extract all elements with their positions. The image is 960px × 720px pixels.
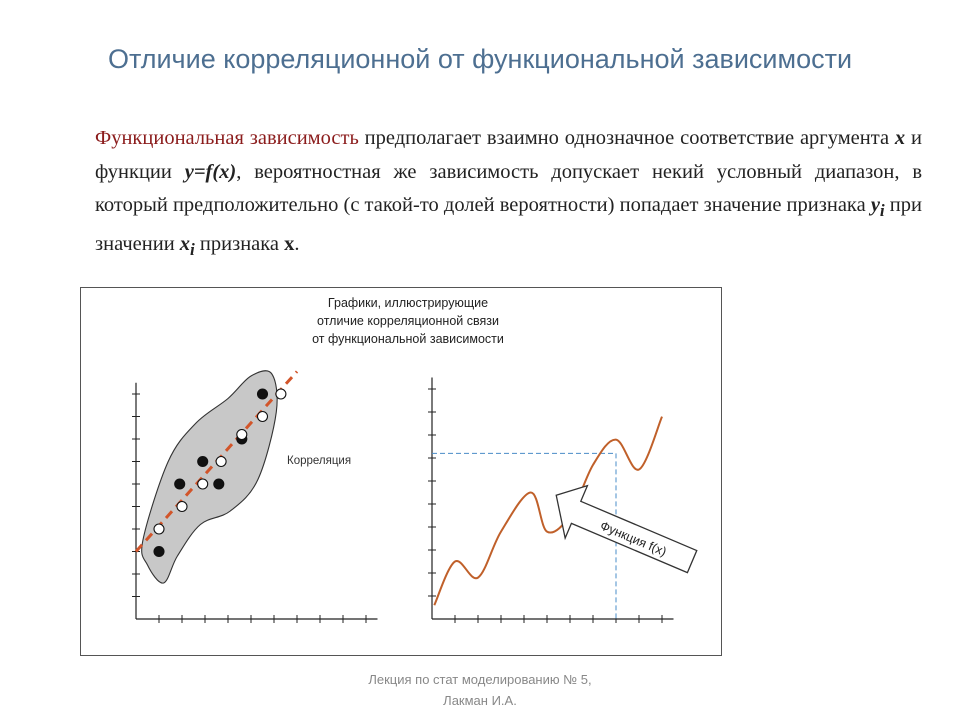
var-y-subscript: i xyxy=(879,201,885,221)
var-x-bold: x xyxy=(284,232,295,255)
text-part: , вероятностная же зависимость допускает некий условный диапазон, в который предположительно (с такой-то долей вероятности) попадает значение признака xyxy=(95,160,923,216)
correlation-chart xyxy=(132,371,378,623)
text-part: при значении xyxy=(95,194,922,255)
figure-panel xyxy=(80,287,722,656)
text-part: предполагает взаимно однозначное соответствие аргумента xyxy=(358,127,895,149)
highlight-term: Функциональная зависимость xyxy=(95,127,359,149)
open-point xyxy=(177,502,187,512)
function-curve xyxy=(434,417,662,606)
filled-point xyxy=(154,547,164,557)
caption-line-2: отличие корреляционной связи xyxy=(317,314,499,328)
filled-point xyxy=(198,457,208,467)
open-point xyxy=(237,430,247,440)
open-point xyxy=(198,479,208,489)
figure-caption xyxy=(312,296,504,346)
open-point xyxy=(216,457,226,467)
open-point xyxy=(276,389,286,399)
var-xi: x xyxy=(179,232,191,255)
footer-line-2: Лакман И.А. xyxy=(443,693,517,708)
filled-point xyxy=(175,479,185,489)
text-part: признака xyxy=(194,232,285,255)
var-x-subscript: i xyxy=(190,239,195,259)
var-y: y xyxy=(870,194,880,216)
filled-point xyxy=(258,389,268,399)
slide-footer xyxy=(0,669,960,711)
caption-line-1: Графики, иллюстрирующие xyxy=(327,296,489,310)
slide-body-text xyxy=(95,122,922,266)
text-part: и функции xyxy=(95,127,922,183)
slide-title: Отличие корреляционной от функциональной зависимости xyxy=(107,44,853,74)
var-yfx: y=f(x) xyxy=(184,160,237,183)
var-x: x xyxy=(894,127,906,149)
function-arrow xyxy=(542,476,703,587)
function-chart xyxy=(428,378,674,624)
filled-point xyxy=(214,479,224,489)
function-label: Функция f(x) xyxy=(598,518,669,560)
caption-line-3: от функциональной зависимости xyxy=(312,332,504,346)
footer-line-1: Лекция по стат моделированию № 5, xyxy=(368,672,592,687)
open-point xyxy=(258,412,268,422)
figure-svg xyxy=(81,288,721,655)
open-point xyxy=(154,524,164,534)
text-part: . xyxy=(294,232,300,255)
correlation-label: Корреляция xyxy=(287,455,352,467)
